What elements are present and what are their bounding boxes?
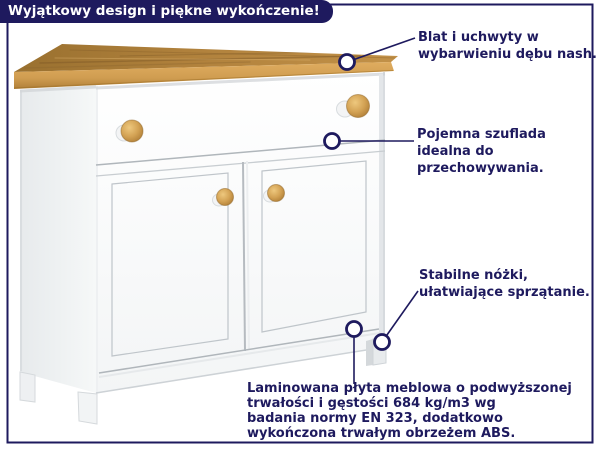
- marker-legs: [375, 335, 390, 350]
- annotation-line: Blat i uchwyty w: [418, 30, 539, 45]
- drawer-knob-left: [121, 120, 143, 142]
- annotation-line: przechowywania.: [417, 161, 544, 176]
- annotation-line: trwałości i gęstości 684 kg/m3 wg: [247, 396, 496, 411]
- annotation-line: Pojemna szuflada: [417, 127, 546, 142]
- annotation-line: wykończona trwałym obrzeżem ABS.: [247, 426, 516, 441]
- annotation-line: badania normy EN 323, dodatkowo: [247, 411, 503, 426]
- sideboard-body: [20, 71, 385, 393]
- promo-banner-text: Wyjątkowy design i piękne wykończenie!: [8, 3, 320, 19]
- leg-right-side: [366, 339, 373, 366]
- marker-top: [340, 55, 355, 70]
- annotation-line: Stabilne nóżki,: [419, 268, 528, 283]
- annotation-top-handles: [418, 29, 597, 63]
- marker-board: [347, 322, 362, 337]
- annotation-line: ułatwiające sprzątanie.: [419, 285, 590, 300]
- promo-banner: [0, 0, 333, 23]
- connector-legs: [382, 291, 418, 342]
- leg-front-left: [78, 392, 97, 424]
- annotation-line: idealna do: [417, 144, 494, 159]
- annotation-line: Laminowana płyta meblowa o podwyższonej: [247, 381, 572, 396]
- marker-drawer: [325, 134, 340, 149]
- annotation-line: wybarwieniu dębu nash.: [418, 47, 597, 62]
- door-knob-left: [217, 189, 234, 206]
- annotation-board: [247, 381, 572, 441]
- drawer-knob-right: [347, 95, 370, 118]
- door-knob-right: [268, 185, 285, 202]
- annotation-legs: [419, 267, 590, 301]
- leg-back-left: [20, 372, 35, 402]
- annotation-drawer: [417, 126, 546, 177]
